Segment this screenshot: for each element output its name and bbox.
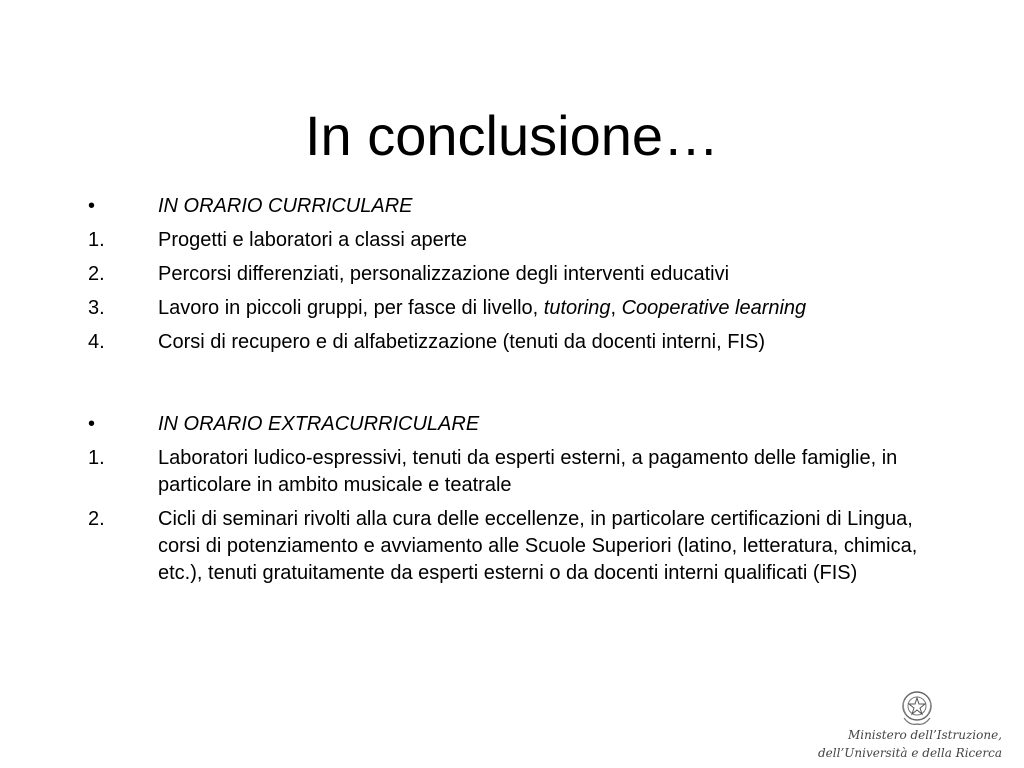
list-item (86, 227, 946, 254)
section-heading-curricular (86, 193, 946, 220)
section-heading-extracurricular (86, 411, 946, 438)
slide-body (86, 193, 946, 594)
ministry-logo (817, 688, 1014, 766)
list-number: 3. (88, 297, 105, 319)
ministry-name-line-2: dell’Università e della Ricerca (817, 746, 1002, 760)
list-item-text: Cicli di seminari rivolti alla cura delle eccellenze, in particolare certificazioni di Lingua, corsi di potenziamento e avviamento alle Scuole Superiori (latino, letteratura, chimica, etc.), tenuti gratuitamente da esperti esterni o da docenti interni qualificati (FIS) (158, 508, 918, 584)
section-heading-text: IN ORARIO CURRICULARE (158, 195, 413, 217)
list-item (86, 261, 946, 288)
list-item-text: Corsi di recupero e di alfabetizzazione (tenuti da docenti interni, FIS) (158, 331, 765, 353)
list-number: 2. (88, 508, 105, 530)
list-item-text-tutoring: tutoring (543, 297, 611, 319)
slide-title: In conclusione… (304, 104, 719, 167)
list-number: 1. (88, 229, 105, 251)
ministry-name-line-1: Ministero dell’Istruzione, (847, 728, 1002, 742)
list-item-text-plain: Lavoro in piccoli gruppi, per fasce di livello, (158, 297, 544, 319)
list-item-text (158, 295, 946, 322)
list-item-text-separator: , (610, 297, 622, 319)
list-number: 2. (88, 263, 105, 285)
list-item (86, 329, 946, 356)
bullet-marker: • (88, 195, 96, 217)
list-item-text-cooperative-learning: Cooperative learning (621, 297, 807, 319)
list-number: 4. (88, 331, 105, 353)
list-item-text: Progetti e laboratori a classi aperte (158, 229, 468, 251)
list-item (86, 295, 946, 322)
section-spacer (86, 363, 946, 411)
italian-republic-emblem-icon (896, 688, 938, 728)
list-item-text: Percorsi differenziati, personalizzazione degli interventi educativi (158, 263, 730, 285)
bullet-marker: • (88, 413, 96, 435)
section-heading-text: IN ORARIO EXTRACURRICULARE (158, 413, 480, 435)
list-item-text: Laboratori ludico-espressivi, tenuti da esperti esterni, a pagamento delle famiglie, in particolare in ambito musicale e teatrale (158, 447, 898, 496)
list-number: 1. (88, 447, 105, 469)
list-item (86, 445, 946, 499)
list-item (86, 506, 946, 587)
